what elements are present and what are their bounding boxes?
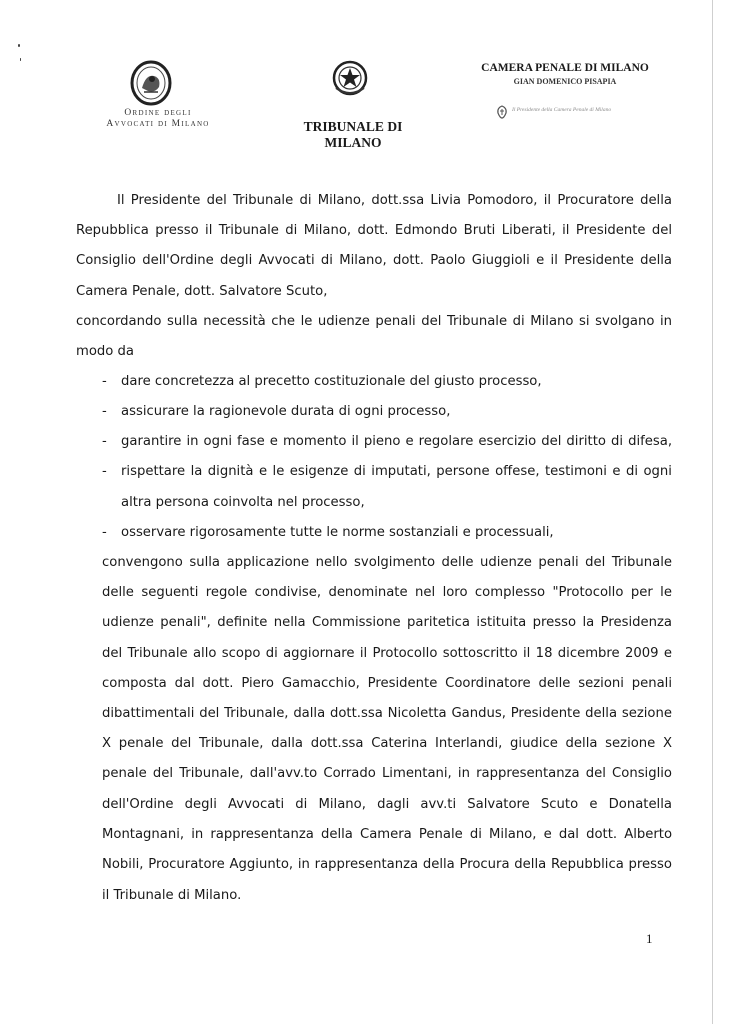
scan-speck bbox=[18, 44, 20, 47]
scan-edge-line bbox=[712, 0, 713, 1024]
conclusion-line: penale del Tribunale, dall'avv.to Corrado Limentani, in rappresentanza del Consiglio bbox=[102, 766, 672, 781]
camera-penale-title: CAMERA PENALE DI MILANO bbox=[481, 62, 649, 74]
italian-republic-emblem-icon bbox=[330, 58, 370, 98]
conclusion-line: Nobili, Procuratore Aggiunto, in rappresentanza della Procura della Repubblica presso bbox=[102, 857, 672, 872]
camera-penale-mini-logo-icon bbox=[496, 105, 508, 119]
conclusion-line: il Tribunale di Milano. bbox=[102, 888, 242, 903]
list-item-text: altra persona coinvolta nel processo, bbox=[121, 495, 365, 510]
list-dash: - bbox=[102, 404, 107, 419]
conclusion-line: dell'Ordine degli Avvocati di Milano, dagli avv.ti Salvatore Scuto e Donatella bbox=[102, 797, 672, 812]
intro-line: Camera Penale, dott. Salvatore Scuto, bbox=[76, 284, 328, 299]
scan-speck bbox=[20, 58, 21, 61]
intro-line: modo da bbox=[76, 344, 134, 359]
page-number: 1 bbox=[646, 931, 653, 946]
ordine-avvocati-name bbox=[103, 108, 213, 130]
conclusion-line: convengono sulla applicazione nello svolgimento delle udienze penali del Tribunale bbox=[102, 555, 673, 570]
camera-penale-subtitle: GIAN DOMENICO PISAPIA bbox=[513, 77, 617, 86]
conclusion-line: dibattimentali del Tribunale, dalla dott.ssa Nicoletta Gandus, Presidente della sezione bbox=[102, 706, 672, 721]
conclusion-line: del Tribunale allo scopo di aggiornare il Protocollo sottoscritto il 18 dicembre 2009 e bbox=[102, 646, 672, 661]
list-dash: - bbox=[102, 434, 107, 449]
list-dash: - bbox=[102, 525, 107, 540]
list-dash: - bbox=[102, 374, 107, 389]
conclusion-line: delle seguenti regole condivise, denominate nel loro complesso "Protocollo per le bbox=[102, 585, 672, 600]
intro-line: Il Presidente del Tribunale di Milano, dott.ssa Livia Pomodoro, il Procuratore della bbox=[117, 193, 672, 208]
list-item-text: garantire in ogni fase e momento il pieno e regolare esercizio del diritto di difesa, bbox=[121, 434, 673, 449]
list-item-text: osservare rigorosamente tutte le norme sostanziali e processuali, bbox=[121, 525, 554, 540]
conclusion-line: Montagnani, in rappresentanza della Camera Penale di Milano, e dal dott. Alberto bbox=[102, 827, 673, 842]
conclusion-line: udienze penali", definite nella Commissione paritetica istituita presso la Presidenza bbox=[102, 615, 672, 630]
list-item-text: assicurare la ragionevole durata di ogni processo, bbox=[121, 404, 451, 419]
intro-line: concordando sulla necessità che le udienze penali del Tribunale di Milano si svolgano in bbox=[76, 314, 673, 329]
list-item-text: dare concretezza al precetto costituzionale del giusto processo, bbox=[121, 374, 542, 389]
conclusion-line: composta dal dott. Piero Gamacchio, Presidente Coordinatore delle sezioni penali bbox=[102, 676, 673, 691]
tribunale-title: TRIBUNALE DI MILANO bbox=[303, 119, 403, 150]
ordine-avvocati-seal-icon bbox=[128, 60, 174, 106]
list-item-text: rispettare la dignità e le esigenze di imputati, persone offese, testimoni e di ogni bbox=[121, 464, 672, 479]
intro-line: Consiglio dell'Ordine degli Avvocati di Milano, dott. Paolo Giuggioli e il Presidente della bbox=[76, 253, 673, 268]
ordine-avvocati-line-1: Ordine degli bbox=[124, 108, 192, 118]
intro-line: Repubblica presso il Tribunale di Milano, dott. Edmondo Bruti Liberati, il Presidente del bbox=[76, 223, 673, 238]
ordine-avvocati-line-2: Avvocati di Milano bbox=[106, 119, 210, 129]
camera-penale-small-text: Il Presidente della Camera Penale di Milano bbox=[512, 107, 612, 113]
conclusion-line: X penale del Tribunale, dalla dott.ssa Caterina Interlandi, giudice della sezione X bbox=[102, 736, 673, 751]
list-dash: - bbox=[102, 464, 107, 479]
